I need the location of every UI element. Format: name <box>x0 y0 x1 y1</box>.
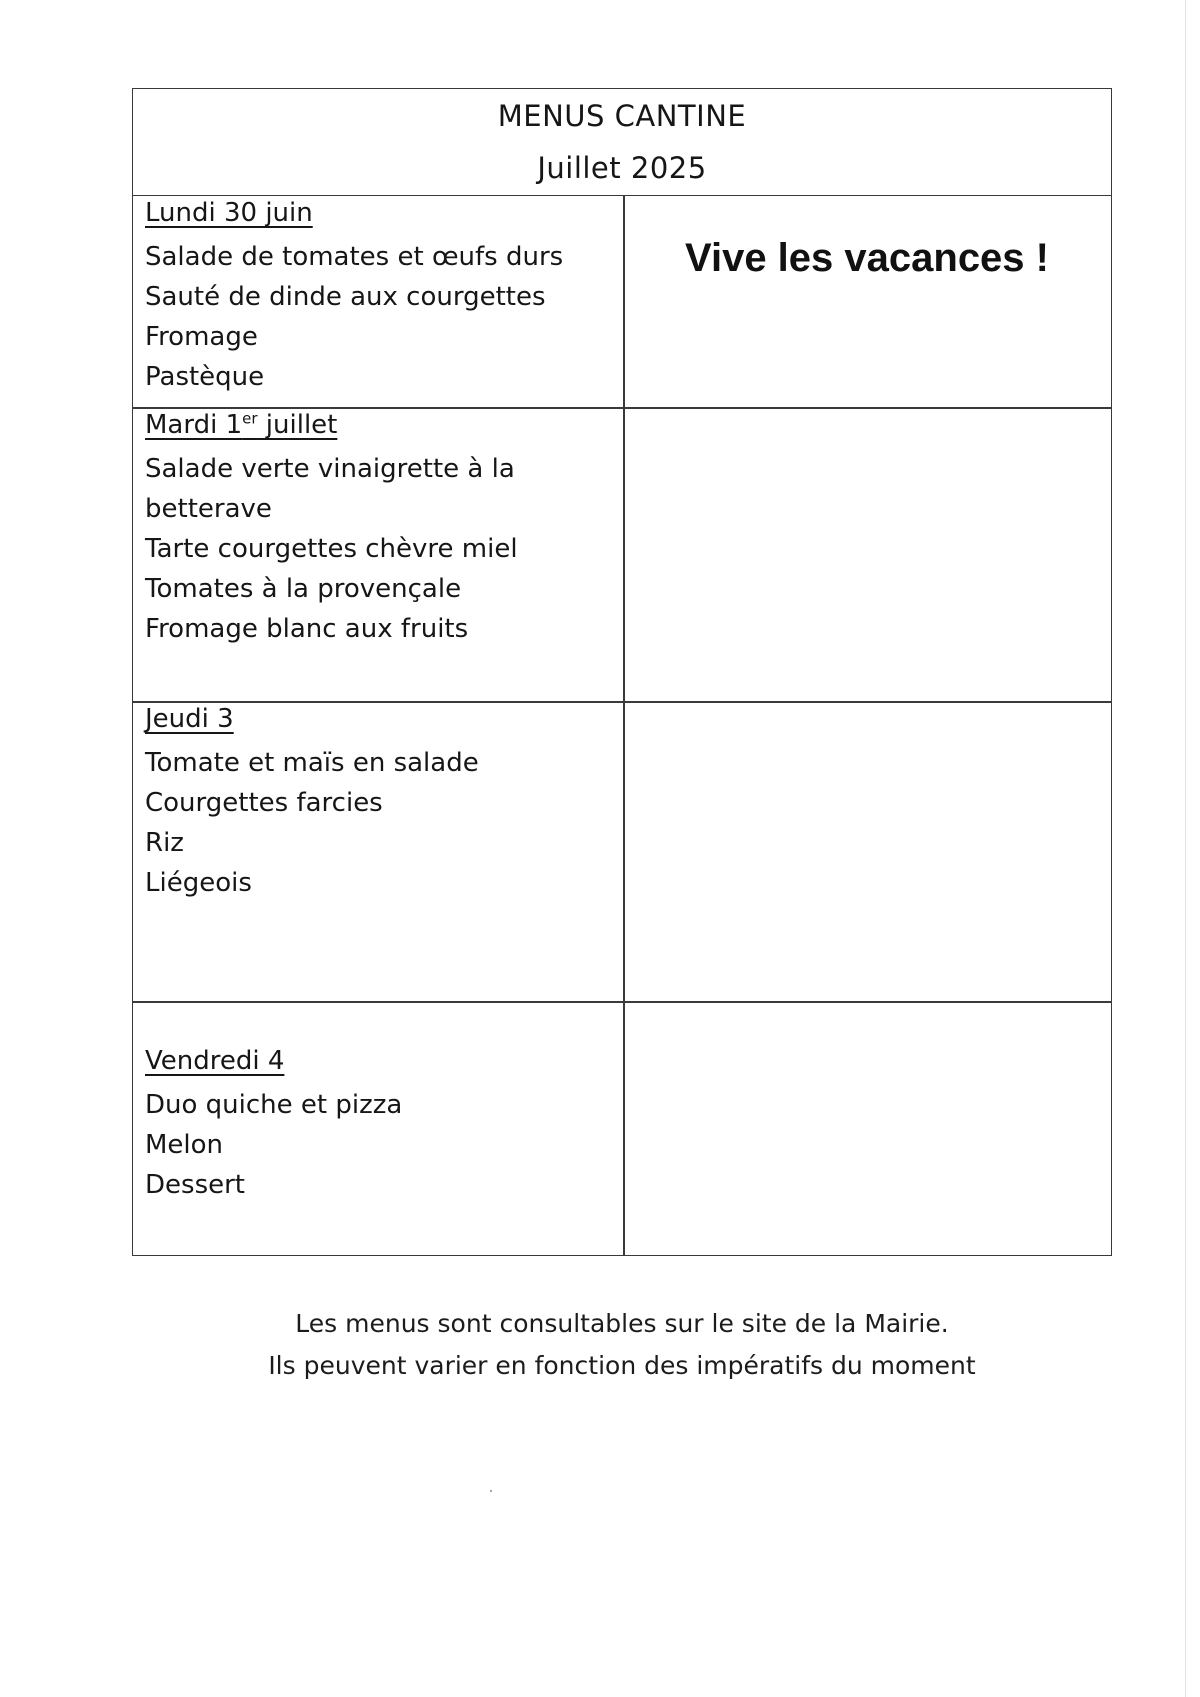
day-title: Vendredi 4 <box>145 1046 285 1076</box>
scan-speck <box>490 1490 492 1492</box>
day-title-month: juillet <box>257 410 338 440</box>
dish-item: Courgettes farcies <box>145 788 383 818</box>
menu-month: Juillet 2025 <box>537 151 707 185</box>
dish-item: Tomate et maïs en salade <box>145 748 479 778</box>
page-title: MENUS CANTINE <box>497 99 747 133</box>
vacation-message: Vive les vacances ! <box>685 236 1049 280</box>
column-divider <box>623 195 625 1255</box>
footer-note <box>132 1303 1112 1387</box>
dish-item: Duo quiche et pizza <box>145 1090 403 1120</box>
menu-table <box>132 88 1112 1256</box>
dish-item: Sauté de dinde aux courgettes <box>145 282 546 312</box>
day-menu-thursday <box>145 703 615 903</box>
dish-item: Fromage <box>145 322 258 352</box>
day-menu-tuesday <box>145 409 615 649</box>
day-title: Lundi 30 juin <box>145 198 313 228</box>
footer-line: Les menus sont consultables sur le site de la Mairie. <box>295 1309 949 1338</box>
day-menu-monday <box>145 197 615 397</box>
day-title: Jeudi 3 <box>145 704 234 734</box>
dish-item: Pastèque <box>145 362 265 392</box>
dish-item: Tomates à la provençale <box>145 574 462 604</box>
dish-item: Salade de tomates et œufs durs <box>145 242 564 272</box>
day-title-ordinal: er <box>242 409 258 428</box>
dish-item: Tarte courgettes chèvre miel <box>145 534 518 564</box>
dish-item: Salade verte vinaigrette à la betterave <box>145 454 515 524</box>
day-menu-friday <box>145 1045 615 1205</box>
dish-item: Liégeois <box>145 868 252 898</box>
footer-line: Ils peuvent varier en fonction des impératifs du moment <box>268 1351 976 1380</box>
day-title-text: Mardi 1 <box>145 410 243 440</box>
row-divider <box>133 1001 1111 1003</box>
dish-item: Riz <box>145 828 184 858</box>
table-header <box>133 89 1111 196</box>
day-title <box>145 409 337 441</box>
page-edge-line <box>1185 0 1186 1697</box>
dish-item: Fromage blanc aux fruits <box>145 614 469 644</box>
dish-item: Dessert <box>145 1170 245 1200</box>
dish-item: Melon <box>145 1130 224 1160</box>
